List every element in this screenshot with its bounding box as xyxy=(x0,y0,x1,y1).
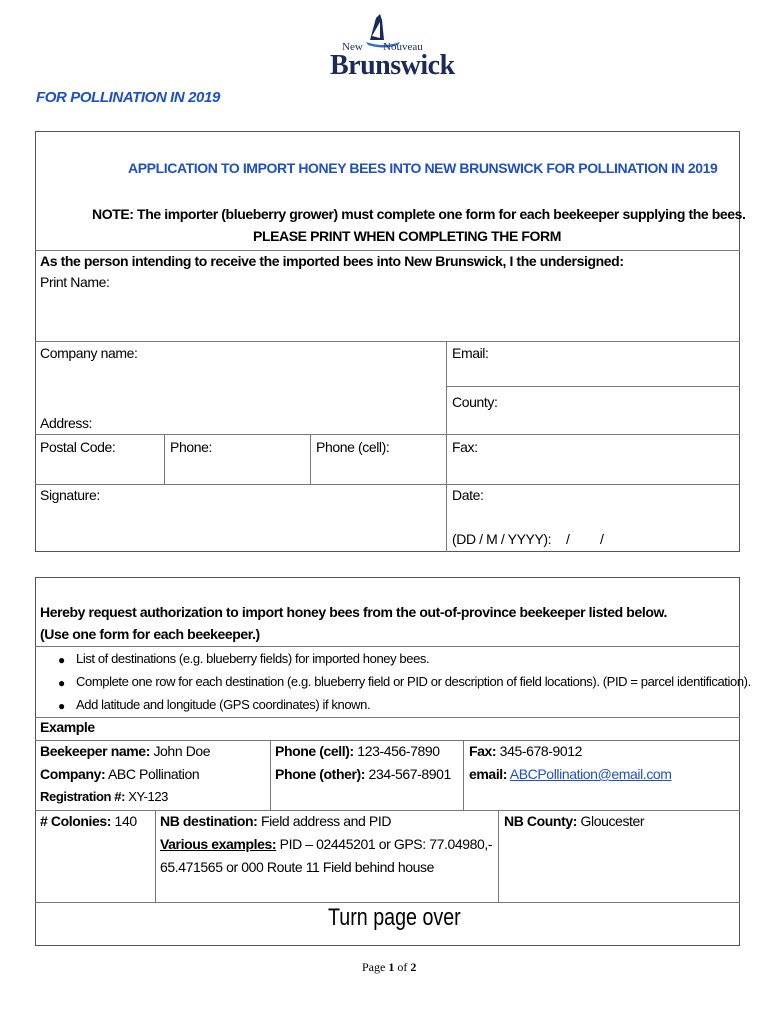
request-line-2: (Use one form for each beekeeper.) xyxy=(40,626,260,642)
address-field[interactable]: Address: xyxy=(40,415,93,431)
request-line-1: Hereby request authorization to import honey bees from the out-of-province beekeeper listed below. xyxy=(40,604,667,620)
bullet-icon: ● xyxy=(58,653,66,667)
beekeeper-label: Beekeeper name: xyxy=(40,743,150,759)
colonies-label: # Colonies: xyxy=(40,813,112,829)
phone-other-label: Phone (other): xyxy=(275,766,366,782)
bullet-icon: ● xyxy=(58,676,66,690)
form-title: APPLICATION TO IMPORT HONEY BEES INTO NEW BRUNSWICK FOR POLLINATION IN 2019 xyxy=(128,160,718,176)
email-label: email: xyxy=(469,766,508,782)
date-format: (DD / M / YYYY): xyxy=(452,531,552,547)
email-link[interactable]: ABCPollination@email.com xyxy=(509,766,672,782)
print-name-field[interactable]: Print Name: xyxy=(40,274,110,290)
bullet-item-1: List of destinations (e.g. blueberry fields) for imported honey bees. xyxy=(76,651,430,666)
email-field[interactable]: Email: xyxy=(452,345,489,361)
various-examples-line-2: 65.471565 or 000 Route 11 Field behind house xyxy=(160,859,435,875)
phone-other-value: 234-567-8901 xyxy=(365,766,451,782)
company-label: Company: xyxy=(40,766,106,782)
logo-text-brunswick: Brunswick xyxy=(330,50,455,81)
various-examples xyxy=(160,836,492,852)
nb-destination-value: Field address and PID xyxy=(257,813,392,829)
logo-text-new: New xyxy=(342,41,363,53)
phone-cell-example xyxy=(275,743,440,759)
company-value: ABC Pollination xyxy=(105,766,200,782)
page-number xyxy=(362,960,416,975)
turn-page-over: Turn page over xyxy=(328,904,461,931)
bullet-item-2: Complete one row for each destination (e.g. blueberry field or PID or description of field locations). (PID = parcel identification). xyxy=(76,674,751,689)
date-slash-1: / xyxy=(566,531,570,547)
registration-label: Registration #: xyxy=(40,789,126,804)
phone-cell-value: 123-456-7890 xyxy=(353,743,440,759)
page-prefix: Page xyxy=(362,960,389,974)
nb-county-example xyxy=(504,813,644,829)
company-name-field[interactable]: Company name: xyxy=(40,345,138,361)
company-example xyxy=(40,766,199,782)
page-of: of xyxy=(394,960,411,974)
colonies-example xyxy=(40,813,137,829)
colonies-value: 140 xyxy=(111,813,137,829)
nb-county-label: NB County: xyxy=(504,813,577,829)
fax-value: 345-678-9012 xyxy=(496,743,583,759)
page-heading: FOR POLLINATION IN 2019 xyxy=(36,89,220,106)
date-slash-2: / xyxy=(600,531,604,547)
various-label: Various examples: xyxy=(160,836,277,852)
postal-code-field[interactable]: Postal Code: xyxy=(40,439,116,455)
date-field[interactable]: Date: xyxy=(452,487,484,503)
signature-field[interactable]: Signature: xyxy=(40,487,100,503)
fax-field[interactable]: Fax: xyxy=(452,439,478,455)
fax-example xyxy=(469,743,582,759)
nb-destination-example xyxy=(160,813,391,829)
registration-example xyxy=(40,789,168,804)
nb-logo xyxy=(328,12,455,82)
phone-cell-label: Phone (cell): xyxy=(275,743,354,759)
bullet-icon: ● xyxy=(58,699,66,713)
intro-text: As the person intending to receive the imported bees into New Brunswick, I the undersigned: xyxy=(40,253,624,269)
registration-value: XY-123 xyxy=(125,789,168,804)
beekeeper-name xyxy=(40,743,210,759)
beekeeper-value: John Doe xyxy=(149,743,211,759)
fax-label: Fax: xyxy=(469,743,497,759)
note-text: NOTE: The importer (blueberry grower) must complete one form for each beekeeper supplying the bees. xyxy=(92,206,746,222)
logo-text-nouveau: Nouveau xyxy=(383,41,423,53)
phone-field[interactable]: Phone: xyxy=(170,439,212,455)
nb-destination-label: NB destination: xyxy=(160,813,258,829)
bullet-item-3: Add latitude and longitude (GPS coordinates) if known. xyxy=(76,697,371,712)
page-total: 2 xyxy=(410,960,417,974)
phone-cell-field[interactable]: Phone (cell): xyxy=(316,439,390,455)
email-example xyxy=(469,766,672,782)
print-note: PLEASE PRINT WHEN COMPLETING THE FORM xyxy=(253,228,561,244)
example-label: Example xyxy=(40,719,95,735)
nb-county-value: Gloucester xyxy=(577,813,645,829)
page-current: 1 xyxy=(388,960,395,974)
various-value: PID – 02445201 or GPS: 77.04980,- xyxy=(276,836,493,852)
county-field[interactable]: County: xyxy=(452,394,498,410)
phone-other-example xyxy=(275,766,451,782)
